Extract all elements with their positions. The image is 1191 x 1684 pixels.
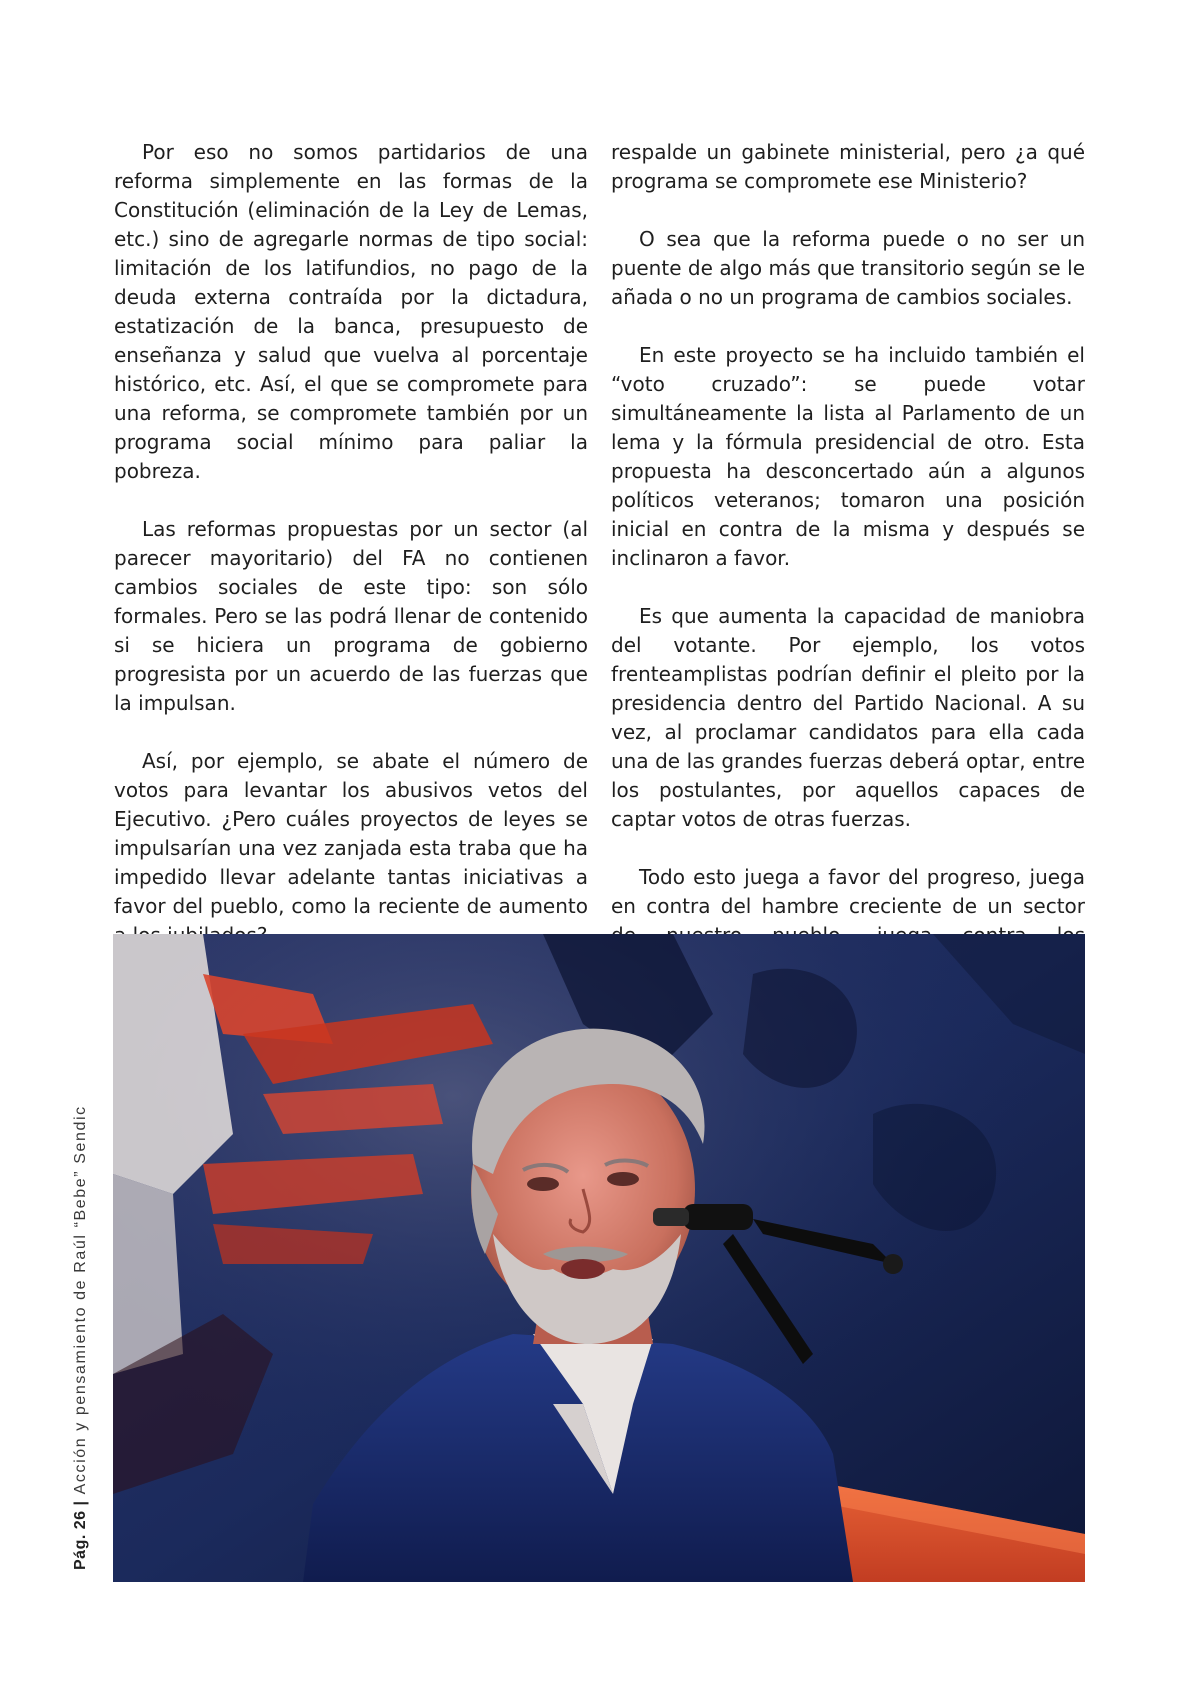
paragraph: Por eso no somos partidarios de una reforma simplemente en las formas de la Constitución (eliminación de la Ley de Lemas, etc.) sino de agregarle normas de tipo social: limitación de los latifundios, no pago de la deuda externa contraída por la dictadura, estatización de la banca, presupuesto de enseñanza y salud que vuelva al porcentaje histórico, etc. Así, el que se compromete para una reforma, se compromete también por un programa social mínimo para paliar la pobreza.	[114, 140, 588, 483]
speaker-photo-illustration	[113, 934, 1085, 1582]
right-text-column	[611, 138, 1085, 979]
footer-separator: |	[72, 1499, 89, 1506]
paragraph-continuation: respalde un gabinete ministerial, pero ¿a qué programa se compromete ese Ministerio?	[611, 140, 1085, 193]
paragraph: Las reformas propuestas por un sector (al parecer mayoritario) del FA no contienen cambios sociales de este tipo: son sólo formales. Pero se las podrá llenar de contenido si se hiciera un programa de gobierno progresista por un acuerdo de las fuerzas que la impulsan.	[114, 517, 588, 715]
paragraph: Es que aumenta la capacidad de maniobra del votante. Por ejemplo, los votos frenteamplistas podrían definir el pleito por la presidencia dentro del Partido Nacional. A su vez, al proclamar candidatos para ella cada una de las grandes fuerzas deberá optar, entre los postulantes, por aquellos capaces de captar votos de otras fuerzas.	[611, 604, 1085, 831]
paragraph: Así, por ejemplo, se abate el número de votos para levantar los abusivos vetos del Ejecutivo. ¿Pero cuáles proyectos de leyes se impulsarían una vez zanjada esta traba que ha impedido llevar adelante tantas iniciativas a favor del pueblo, como la reciente de aumento	[114, 749, 588, 918]
left-text-column	[114, 138, 588, 1008]
book-title: Acción y pensamiento de Raúl “Bebe” Sendic	[72, 1105, 89, 1495]
paragraph: Todo esto juega a favor del progreso, juega en contra del hambre creciente de un sector	[611, 865, 1085, 918]
paragraph: O sea que la reforma puede o no ser un puente de algo más que transitorio según se le añada o no un programa de cambios sociales.	[611, 227, 1085, 309]
paragraph: En este proyecto se ha incluido también el “voto cruzado”: se puede votar simultáneamente la lista al Parlamento de un lema y la fórmula presidencial de otro. Esta propuesta ha desconcertado aún a algunos políticos veteranos; tomaron una posición inicial en contra de la misma y después se inclinaron a favor.	[611, 343, 1085, 570]
page-number: Pág. 26	[72, 1510, 89, 1570]
running-footer	[72, 1105, 90, 1570]
speaker-photo	[113, 934, 1085, 1582]
